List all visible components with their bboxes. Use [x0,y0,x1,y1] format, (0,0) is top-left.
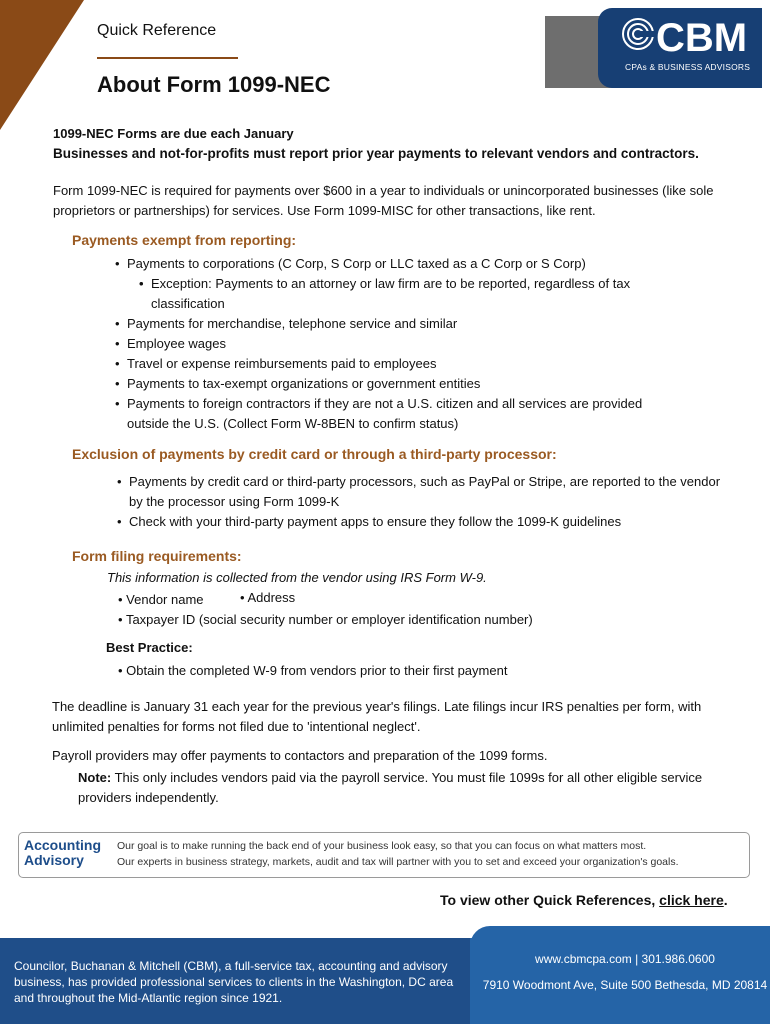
best-practice-heading: Best Practice: [106,640,193,655]
view-references: To view other Quick References, click here. [440,892,728,908]
list-item-sub: • Exception: Payments to an attorney or law firm are to be reported, regardless of tax classification [151,274,647,314]
corner-accent [0,0,84,130]
filing-address: • Address [240,590,296,605]
logo-swirl-icon [620,14,656,54]
exempt-list [127,254,647,434]
advisory-title: Accounting Advisory [24,837,101,868]
list-item: • Payments by credit card or third-party processors, such as PayPal or Stripe, are reported to the vendor by the processor using Form 1099-K [129,472,729,512]
best-practice-item: • Obtain the completed W-9 from vendors prior to their first payment [118,663,508,678]
note-paragraph: Note: This only includes vendors paid via the payroll service. You must file 1099s for all other eligible service providers independently. [78,770,703,805]
report-heading: Businesses and not-for-profits must report prior year payments to relevant vendors and contractors. [53,146,699,161]
list-item: • Payments to foreign contractors if they are not a U.S. citizen and all services are provided outside the U.S. (Collect Form W-8BEN to confirm status) [127,394,647,434]
list-item: • Travel or expense reimbursements paid to employees [127,354,647,374]
header-divider [97,57,238,59]
footer-contact: www.cbmcpa.com | 301.986.0600 [535,952,715,966]
list-item: • Payments to tax-exempt organizations or government entities [127,374,647,394]
filing-taxid: • Taxpayer ID (social security number or employer identification number) [118,612,533,627]
quick-reference-label: Quick Reference [97,22,217,39]
intro-paragraph: Form 1099-NEC is required for payments over $600 in a year to individuals or unincorporated businesses (like sole proprietors or partnerships) for services. Use Form 1099-MISC for other transactions, like rent. [53,183,714,218]
exempt-heading: Payments exempt from reporting: [72,232,297,248]
filing-heading: Form filing requirements: [72,548,242,564]
filing-intro: This information is collected from the vendor using IRS Form W-9. [107,570,487,585]
advisory-line-2: Our experts in business strategy, markets, audit and tax will partner with you to set and exceed your organization's goals. [117,856,679,868]
list-item: • Payments to corporations (C Corp, S Corp or LLC taxed as a C Corp or S Corp) [127,254,647,274]
logo-subtitle: CPAs & BUSINESS ADVISORS [625,62,751,72]
filing-vendor: • Vendor name [118,592,204,607]
advisory-box [18,832,750,878]
page-title: About Form 1099-NEC [97,72,331,97]
footer-about: Councilor, Buchanan & Mitchell (CBM), a full-service tax, accounting and advisory business, has provided professional services to clients in the Washington, DC area and throughout the Mid-Atlantic region since 1921. [14,959,454,1005]
footer-address: 7910 Woodmont Ave, Suite 500 Bethesda, MD 20814 [482,978,768,992]
click-here-link[interactable]: click here [659,892,724,908]
list-item: • Check with your third-party payment apps to ensure they follow the 1099-K guidelines [129,512,729,532]
due-heading: 1099-NEC Forms are due each January [53,126,294,141]
payroll-paragraph: Payroll providers may offer payments to contactors and preparation of the 1099 forms. [52,748,548,763]
list-item: • Employee wages [127,334,647,354]
exclusion-heading: Exclusion of payments by credit card or through a third-party processor: [72,446,557,462]
deadline-paragraph: The deadline is January 31 each year for the previous year's filings. Late filings incur IRS penalties per form, with unlimited penalties for forms not filed due to 'intentional neglect'. [52,699,702,734]
logo-text: CBM [656,16,748,60]
list-item: • Payments for merchandise, telephone service and similar [127,314,647,334]
advisory-line-1: Our goal is to make running the back end of your business look easy, so that you can focus on what matters most. [117,840,647,852]
exclusion-list [129,472,729,532]
